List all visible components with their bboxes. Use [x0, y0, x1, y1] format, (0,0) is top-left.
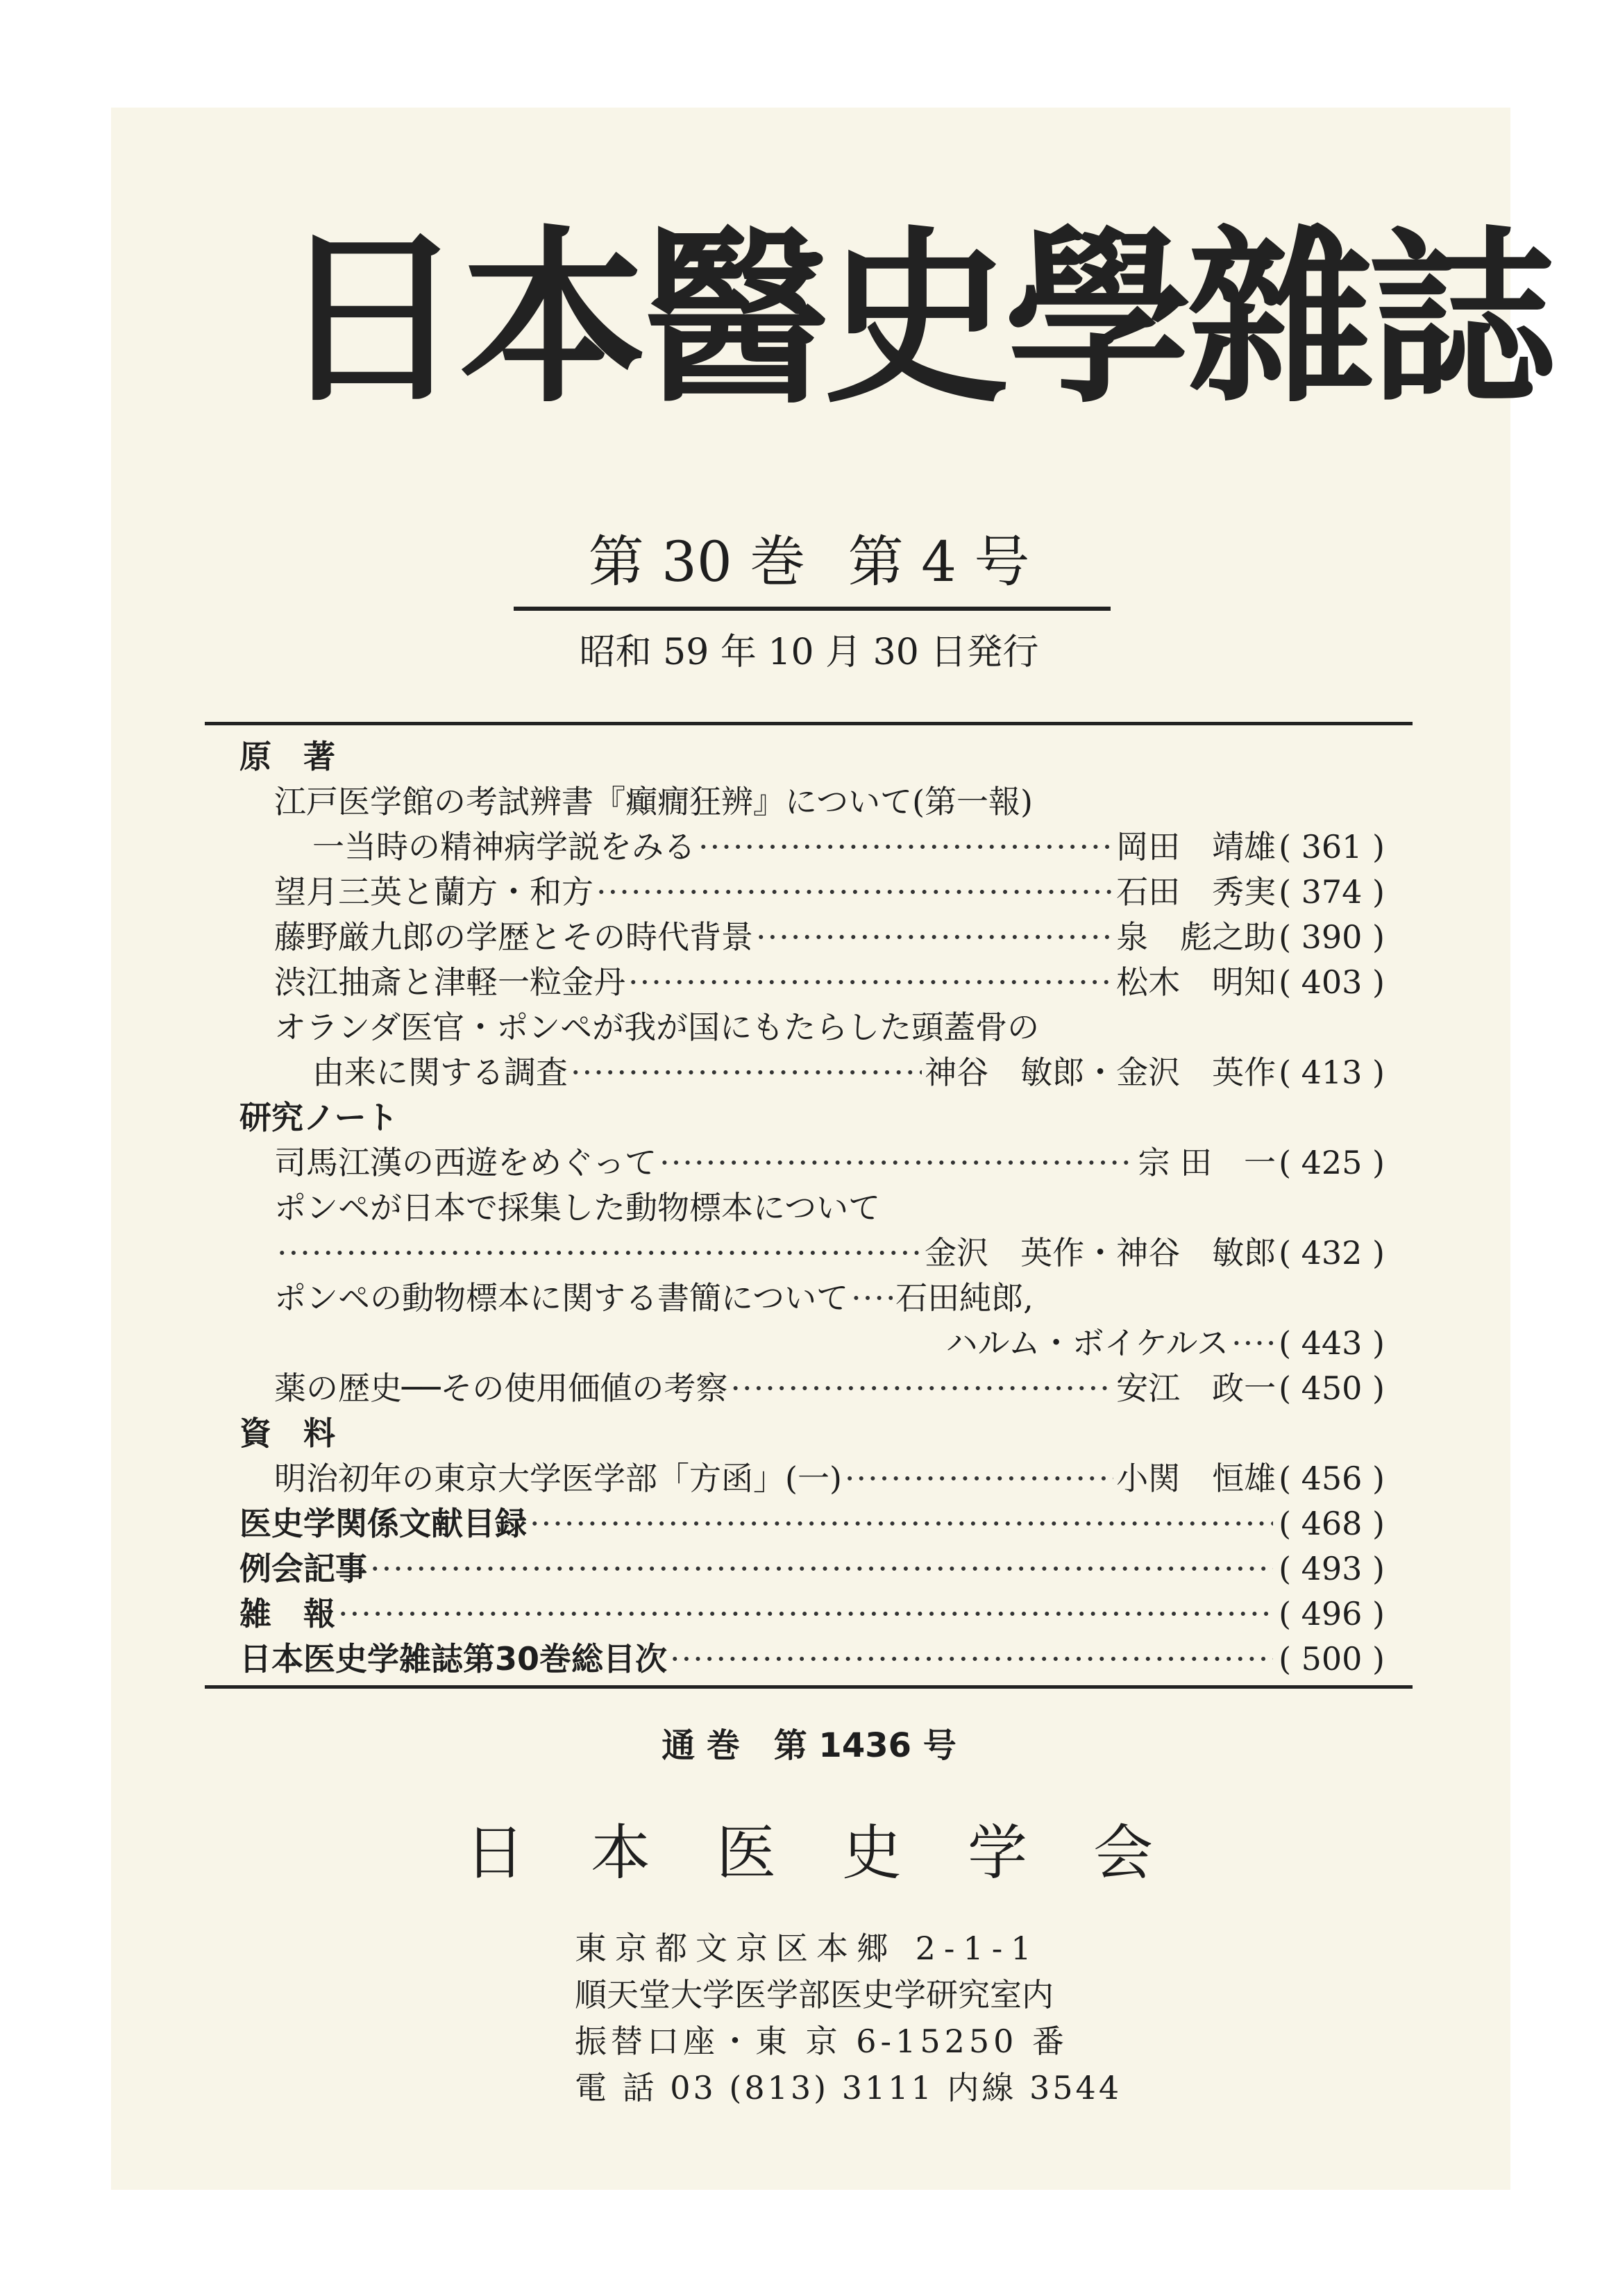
entry-title: 薬の歴史──その使用価値の考察: [274, 1369, 728, 1407]
phone-line: 電 話 03 (813) 3111 内線 3544: [575, 2069, 1122, 2107]
entry-title: 藤野厳九郎の学歴とその時代背景: [274, 918, 753, 956]
section-notes-label: 研究ノート: [239, 1099, 398, 1136]
toc-entry: [239, 1276, 1385, 1321]
leader-dots: [530, 1501, 1273, 1546]
total-issue-prefix: 通 巻: [661, 1726, 740, 1765]
toc-entry: [239, 1231, 1385, 1276]
total-issue: [0, 1718, 1618, 1773]
entry-page: ( 456 ): [1279, 1460, 1385, 1497]
toc-bottom-rule: [205, 1685, 1413, 1689]
entry-author: 石田純郎,: [895, 1279, 1034, 1317]
leader-dots: [370, 1546, 1273, 1592]
leader-dots: [571, 1050, 922, 1095]
entry-author: 神谷 敏郎・金沢 英作: [925, 1054, 1276, 1091]
entry-title: 望月三英と蘭方・和方: [274, 873, 593, 911]
entry-page: ( 425 ): [1279, 1144, 1385, 1181]
entry-author: 泉 彪之助: [1116, 918, 1276, 956]
toc-entry: [239, 825, 1385, 870]
leader-dots: [730, 1366, 1113, 1411]
toc-top-rule: [205, 722, 1413, 725]
entry-title: 由来に関する調査: [312, 1054, 568, 1091]
address-line: 順天堂大学医学部医史学研究室内: [575, 1976, 1054, 2014]
entry-author: 石田 秀実: [1116, 873, 1276, 911]
entry-page: ( 413 ): [1279, 1054, 1385, 1091]
entry-page: ( 374 ): [1279, 873, 1385, 911]
toc-entry-misc: [239, 1592, 1385, 1637]
section-index-label: 日本医史学雑誌第30巻総目次: [239, 1640, 668, 1678]
entry-title: 明治初年の東京大学医学部「方函」(一): [274, 1460, 842, 1497]
leader-dots: [596, 870, 1113, 915]
leader-dots: [851, 1276, 893, 1321]
toc-entry: [239, 1366, 1385, 1411]
toc-entry: [239, 960, 1385, 1005]
toc-entry-meetings: [239, 1546, 1385, 1592]
entry-title: ポンペが日本で採集した動物標本について: [274, 1189, 881, 1226]
entry-author: ハルム・ボイケルス: [945, 1324, 1229, 1362]
toc-entry: [239, 1185, 1385, 1231]
entry-author: 宗 田 一: [1138, 1144, 1276, 1181]
leader-dots: [628, 960, 1113, 1005]
leader-dots: [338, 1592, 1273, 1637]
entry-page: ( 443 ): [1279, 1324, 1385, 1362]
issue-number: 第 4 号: [848, 530, 1030, 594]
leader-dots: [670, 1637, 1273, 1682]
toc-entry: [239, 1456, 1385, 1501]
section-meetings-label: 例会記事: [239, 1550, 367, 1587]
entry-page: ( 500 ): [1279, 1640, 1385, 1678]
section-materials-label: 資 料: [239, 1415, 335, 1452]
entry-author: 小関 恒雄: [1116, 1460, 1276, 1497]
journal-title: 日本醫史學雜誌: [278, 210, 1551, 428]
entry-author: 岡田 靖雄: [1116, 828, 1276, 866]
section-bibliography-label: 医史学関係文献目録: [239, 1505, 527, 1542]
postal-transfer-line: 振替口座・東 京 6-15250 番: [575, 2023, 1069, 2060]
entry-page: ( 468 ): [1279, 1505, 1385, 1542]
leader-dots: [277, 1231, 922, 1276]
leader-dots: [698, 825, 1113, 870]
entry-page: ( 390 ): [1279, 918, 1385, 956]
entry-page: ( 496 ): [1279, 1595, 1385, 1632]
volume-underline: [514, 607, 1111, 611]
toc-entry: [239, 779, 1385, 825]
address-line: 東京都文京区本郷 2-1-1: [575, 1930, 1040, 1967]
society-name: 日本医史学会: [465, 1818, 1219, 1888]
entry-title: オランダ医官・ポンペが我が国にもたらした頭蓋骨の: [274, 1008, 1040, 1046]
volume-number: 第 30 巻: [588, 530, 806, 594]
toc-entry: [239, 1321, 1385, 1366]
entry-author: 安江 政一: [1116, 1369, 1276, 1407]
table-of-contents: [239, 734, 1385, 1682]
entry-title: 一当時の精神病学説をみる: [312, 828, 696, 866]
leader-dots: [1231, 1321, 1273, 1366]
leader-dots: [756, 915, 1113, 960]
entry-page: ( 432 ): [1279, 1234, 1385, 1272]
entry-title: 江戸医学館の考試辨書『癲癇狂辨』について(第一報): [274, 783, 1033, 820]
total-issue-number: 第 1436 号: [773, 1726, 957, 1765]
toc-entry-bibliography: [239, 1501, 1385, 1546]
entry-title: 司馬江漢の西遊をめぐって: [274, 1144, 657, 1181]
entry-title: ポンペの動物標本に関する書簡について: [274, 1279, 849, 1317]
section-misc-label: 雑 報: [239, 1595, 335, 1632]
entry-author: 松木 明知: [1116, 963, 1276, 1001]
leader-dots: [659, 1140, 1135, 1185]
toc-entry: [239, 915, 1385, 960]
section-original-label: 原 著: [239, 738, 335, 775]
toc-entry: [239, 1005, 1385, 1050]
entry-page: ( 450 ): [1279, 1369, 1385, 1407]
leader-dots: [845, 1456, 1113, 1501]
entry-page: ( 493 ): [1279, 1550, 1385, 1587]
entry-title: 渋江抽斎と津軽一粒金丹: [274, 963, 625, 1001]
entry-page: ( 403 ): [1279, 963, 1385, 1001]
entry-author: 金沢 英作・神谷 敏郎: [925, 1234, 1276, 1272]
toc-entry-index: [239, 1637, 1385, 1682]
entry-page: ( 361 ): [1279, 828, 1385, 866]
volume-line: [0, 527, 1618, 597]
toc-entry: [239, 870, 1385, 915]
toc-entry: [239, 1050, 1385, 1095]
issue-date: 昭和 59 年 10 月 30 日発行: [579, 632, 1039, 673]
toc-entry: [239, 1140, 1385, 1185]
